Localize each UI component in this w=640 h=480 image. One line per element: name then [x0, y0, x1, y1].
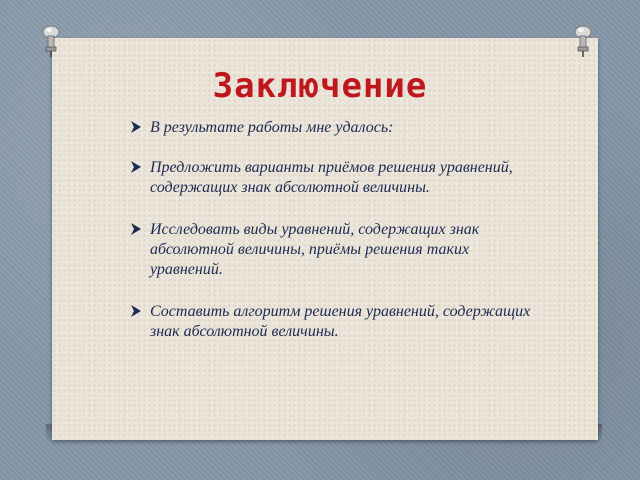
bullet-text: Предложить варианты приёмов решения уравнений, содержащих знак абсолютной величины. — [150, 159, 513, 196]
slide-title: Заключение — [212, 66, 428, 106]
arrow-bullet-icon — [130, 222, 142, 236]
bullet-text: Исследовать виды уравнений, содержащих знак абсолютной величины, приёмы решения таких уравнений. — [150, 221, 480, 278]
list-item — [130, 220, 540, 280]
pushpin-icon — [572, 24, 594, 58]
bullet-list — [130, 118, 540, 364]
list-item — [130, 118, 540, 138]
arrow-bullet-icon — [130, 160, 142, 174]
list-item — [130, 158, 540, 198]
bullet-text: Составить алгоритм решения уравнений, содержащих знак абсолютной величины. — [150, 303, 531, 340]
arrow-bullet-icon — [130, 304, 142, 318]
bullet-text: В результате работы мне удалось: — [150, 119, 394, 136]
pushpin-icon — [40, 24, 62, 58]
list-item — [130, 302, 540, 342]
arrow-bullet-icon — [130, 120, 142, 134]
